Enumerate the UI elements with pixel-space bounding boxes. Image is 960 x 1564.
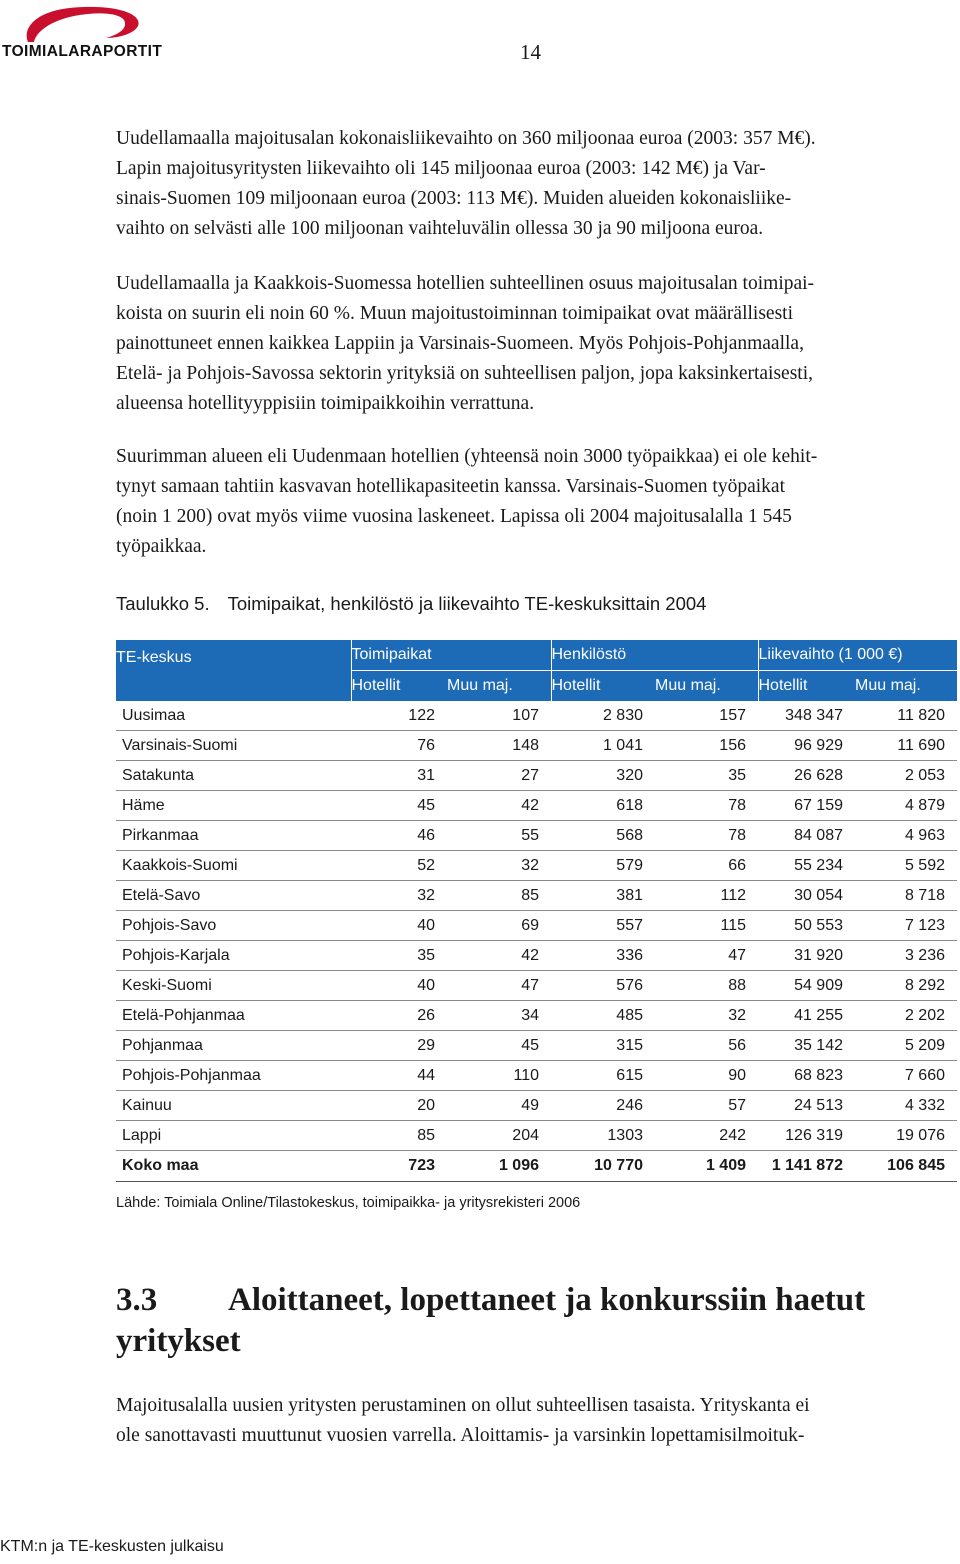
table-cell: 107 bbox=[447, 701, 551, 731]
table-caption-label: Taulukko 5. bbox=[116, 593, 210, 614]
table-cell: 55 234 bbox=[758, 851, 855, 881]
table-cell: 31 920 bbox=[758, 941, 855, 971]
table-cell: 568 bbox=[551, 821, 655, 851]
table-cell: 29 bbox=[351, 1031, 447, 1061]
table-cell: 2 053 bbox=[855, 761, 957, 791]
table-row bbox=[116, 1121, 957, 1151]
text-line: painottuneet ennen kaikkea Lappiin ja Varsinais-Suomeen. Myös Pohjois-Pohjanmaalla, bbox=[116, 333, 804, 354]
table-cell: 20 bbox=[351, 1091, 447, 1121]
table-cell: 55 bbox=[447, 821, 551, 851]
table-cell: 30 054 bbox=[758, 881, 855, 911]
table-cell: 85 bbox=[351, 1121, 447, 1151]
table-cell: 7 660 bbox=[855, 1061, 957, 1091]
table-cell: 45 bbox=[447, 1031, 551, 1061]
text-line: sinais-Suomen 109 miljoonaan euroa (2003: 113 M€). Muiden alueiden kokonaisliike- bbox=[116, 188, 792, 209]
text-line: koista on suurin eli noin 60 %. Muun majoitustoiminnan toimipaikat ovat määrällisesti bbox=[116, 303, 793, 324]
group-header-toimipaikat: Toimipaikat bbox=[351, 640, 551, 671]
table-cell: 47 bbox=[655, 941, 758, 971]
region-name: Pohjois-Karjala bbox=[116, 941, 351, 971]
swoosh-logo-icon bbox=[14, 4, 164, 44]
table-caption-title: Toimipaikat, henkilöstö ja liikevaihto TE-keskuksittain 2004 bbox=[227, 593, 707, 614]
te-keskus-table bbox=[116, 640, 957, 1182]
table-cell: 1 141 872 bbox=[758, 1151, 855, 1182]
table-cell: 27 bbox=[447, 761, 551, 791]
text-line: alueensa hotellityyppisiin toimipaikkoihin verrattuna. bbox=[116, 393, 535, 414]
table-row bbox=[116, 1091, 957, 1121]
table-cell: 1 096 bbox=[447, 1151, 551, 1182]
section-title-line2: yritykset bbox=[116, 1323, 241, 1359]
subheader-hotellit: Hotellit bbox=[351, 671, 447, 702]
table-cell: 69 bbox=[447, 911, 551, 941]
table-cell: 31 bbox=[351, 761, 447, 791]
subheader-muu-maj: Muu maj. bbox=[855, 677, 921, 694]
region-name: Etelä-Pohjanmaa bbox=[116, 1001, 351, 1031]
table-row bbox=[116, 821, 957, 851]
section-heading bbox=[116, 1280, 865, 1362]
table-cell: 41 255 bbox=[758, 1001, 855, 1031]
table-cell: 10 770 bbox=[551, 1151, 655, 1182]
table-cell: 35 bbox=[351, 941, 447, 971]
table-cell: 8 718 bbox=[855, 881, 957, 911]
table-cell: 35 bbox=[655, 761, 758, 791]
section-number: 3.3 bbox=[116, 1282, 158, 1318]
text-line: työpaikkaa. bbox=[116, 536, 207, 557]
table-cell: 57 bbox=[655, 1091, 758, 1121]
table-cell: 50 553 bbox=[758, 911, 855, 941]
table-cell: 579 bbox=[551, 851, 655, 881]
table-row bbox=[116, 791, 957, 821]
table-cell: 78 bbox=[655, 791, 758, 821]
table-cell: 246 bbox=[551, 1091, 655, 1121]
table-header-row bbox=[116, 640, 957, 671]
table-cell: 5 209 bbox=[855, 1031, 957, 1061]
table-cell: 5 592 bbox=[855, 851, 957, 881]
table-cell: 46 bbox=[351, 821, 447, 851]
table-cell: 47 bbox=[447, 971, 551, 1001]
table-cell: 78 bbox=[655, 821, 758, 851]
table-row bbox=[116, 761, 957, 791]
table-cell: 56 bbox=[655, 1031, 758, 1061]
table-cell: 19 076 bbox=[855, 1121, 957, 1151]
table-cell: 106 845 bbox=[855, 1151, 957, 1182]
table-cell: 1303 bbox=[551, 1121, 655, 1151]
table-cell: 76 bbox=[351, 731, 447, 761]
text-line: Uudellamaalla majoitusalan kokonaisliikevaihto on 360 miljoonaa euroa (2003: 357 M€). bbox=[116, 128, 816, 149]
table-cell: 26 bbox=[351, 1001, 447, 1031]
table-cell: 11 820 bbox=[855, 701, 957, 731]
table-cell: 40 bbox=[351, 971, 447, 1001]
text-line: Lapin majoitusyritysten liikevaihto oli 145 miljoonaa euroa (2003: 142 M€) ja Var- bbox=[116, 158, 766, 179]
paragraph-startups bbox=[116, 1391, 952, 1451]
table-row bbox=[116, 1031, 957, 1061]
paragraph-revenue bbox=[116, 124, 952, 244]
text-line: Suurimman alueen eli Uudenmaan hotellien (yhteensä noin 3000 työpaikkaa) ei ole kehit- bbox=[116, 446, 818, 467]
table-cell: 96 929 bbox=[758, 731, 855, 761]
table-cell: 35 142 bbox=[758, 1031, 855, 1061]
table-cell: 52 bbox=[351, 851, 447, 881]
paragraph-employment bbox=[116, 442, 952, 562]
table-cell: 11 690 bbox=[855, 731, 957, 761]
table-cell: 156 bbox=[655, 731, 758, 761]
text-line: tynyt samaan tahtiin kasvavan hotellikapasiteetin kanssa. Varsinais-Suomen työpaikat bbox=[116, 476, 785, 497]
table-cell: 320 bbox=[551, 761, 655, 791]
region-name: Pohjanmaa bbox=[116, 1031, 351, 1061]
table-source: Lähde: Toimiala Online/Tilastokeskus, toimipaikka- ja yritysrekisteri 2006 bbox=[116, 1195, 581, 1211]
region-name: Kainuu bbox=[116, 1091, 351, 1121]
table-cell: 110 bbox=[447, 1061, 551, 1091]
text-line: Etelä- ja Pohjois-Savossa sektorin yrityksiä on suhteellisen paljon, jopa kaksinkertaisesti, bbox=[116, 363, 814, 384]
text-line: (noin 1 200) ovat myös viime vuosina laskeneet. Lapissa oli 2004 majoitusalalla 1 545 bbox=[116, 506, 792, 527]
logo-text: TOIMIALARAPORTIT bbox=[2, 43, 163, 60]
column-header-te-keskus: TE-keskus bbox=[116, 649, 192, 666]
table-cell: 157 bbox=[655, 701, 758, 731]
table-row bbox=[116, 911, 957, 941]
region-name: Kaakkois-Suomi bbox=[116, 851, 351, 881]
table-cell: 576 bbox=[551, 971, 655, 1001]
table-caption bbox=[116, 593, 706, 615]
section-title-line1: Aloittaneet, lopettaneet ja konkurssiin haetut bbox=[228, 1282, 866, 1318]
table-cell: 485 bbox=[551, 1001, 655, 1031]
table-cell: 7 123 bbox=[855, 911, 957, 941]
table-cell: 34 bbox=[447, 1001, 551, 1031]
table-row bbox=[116, 1061, 957, 1091]
table-cell: 3 236 bbox=[855, 941, 957, 971]
footer-publisher: KTM:n ja TE-keskusten julkaisu bbox=[0, 1538, 224, 1555]
table-row bbox=[116, 701, 957, 731]
table-cell: 1 409 bbox=[655, 1151, 758, 1182]
toimialaraportit-logo bbox=[0, 0, 180, 70]
table-cell: 723 bbox=[351, 1151, 447, 1182]
region-name: Varsinais-Suomi bbox=[116, 731, 351, 761]
group-header-henkilosto: Henkilöstö bbox=[551, 640, 758, 671]
table-cell: 32 bbox=[351, 881, 447, 911]
table-cell: 112 bbox=[655, 881, 758, 911]
region-name: Uusimaa bbox=[116, 701, 351, 731]
table-cell: 26 628 bbox=[758, 761, 855, 791]
table-cell: 84 087 bbox=[758, 821, 855, 851]
text-line: Uudellamaalla ja Kaakkois-Suomessa hotellien suhteellinen osuus majoitusalan toimipai- bbox=[116, 273, 815, 294]
region-name: Häme bbox=[116, 791, 351, 821]
subheader-hotellit: Hotellit bbox=[758, 671, 855, 702]
table-row bbox=[116, 851, 957, 881]
table-cell: 126 319 bbox=[758, 1121, 855, 1151]
table-cell: 204 bbox=[447, 1121, 551, 1151]
table-row bbox=[116, 881, 957, 911]
table-cell: 1 041 bbox=[551, 731, 655, 761]
group-header-liikevaihto: Liikevaihto (1 000 €) bbox=[758, 640, 957, 671]
table-cell: 315 bbox=[551, 1031, 655, 1061]
table-cell: 45 bbox=[351, 791, 447, 821]
table-row bbox=[116, 941, 957, 971]
table-cell: 348 347 bbox=[758, 701, 855, 731]
table-cell: 85 bbox=[447, 881, 551, 911]
table-cell: 42 bbox=[447, 791, 551, 821]
table-cell: 4 332 bbox=[855, 1091, 957, 1121]
table-cell: 32 bbox=[655, 1001, 758, 1031]
table-body bbox=[116, 701, 957, 1151]
table-cell: 67 159 bbox=[758, 791, 855, 821]
table-cell: 148 bbox=[447, 731, 551, 761]
table-cell: 49 bbox=[447, 1091, 551, 1121]
table-cell: 68 823 bbox=[758, 1061, 855, 1091]
subheader-hotellit: Hotellit bbox=[551, 671, 655, 702]
table-cell: 32 bbox=[447, 851, 551, 881]
region-name: Etelä-Savo bbox=[116, 881, 351, 911]
table-cell: 8 292 bbox=[855, 971, 957, 1001]
paragraph-hotel-share bbox=[116, 269, 952, 419]
text-line: Majoitusalalla uusien yritysten perustaminen on ollut suhteellisen tasaista. Yrityskanta ei bbox=[116, 1395, 810, 1416]
table-cell: 615 bbox=[551, 1061, 655, 1091]
table-cell: 122 bbox=[351, 701, 447, 731]
table-cell: 88 bbox=[655, 971, 758, 1001]
subheader-muu-maj: Muu maj. bbox=[447, 677, 513, 694]
text-line: vaihto on selvästi alle 100 miljoonan vaihteluvälin ollessa 30 ja 90 miljoona euroa. bbox=[116, 218, 764, 239]
page-number: 14 bbox=[520, 40, 541, 64]
table-cell: 2 830 bbox=[551, 701, 655, 731]
table-cell: 618 bbox=[551, 791, 655, 821]
table-cell: 2 202 bbox=[855, 1001, 957, 1031]
table-cell: 4 963 bbox=[855, 821, 957, 851]
table-cell: 336 bbox=[551, 941, 655, 971]
table-total-row bbox=[116, 1151, 957, 1182]
region-name: Pohjois-Savo bbox=[116, 911, 351, 941]
table-cell: 381 bbox=[551, 881, 655, 911]
region-name: Pohjois-Pohjanmaa bbox=[116, 1061, 351, 1091]
table-cell: 242 bbox=[655, 1121, 758, 1151]
table-cell: 90 bbox=[655, 1061, 758, 1091]
table-cell: 557 bbox=[551, 911, 655, 941]
table-cell: 42 bbox=[447, 941, 551, 971]
region-name: Lappi bbox=[116, 1121, 351, 1151]
table-cell: 54 909 bbox=[758, 971, 855, 1001]
table-row bbox=[116, 971, 957, 1001]
table-row bbox=[116, 731, 957, 761]
table-cell: 4 879 bbox=[855, 791, 957, 821]
total-label: Koko maa bbox=[116, 1151, 351, 1182]
table-row bbox=[116, 1001, 957, 1031]
region-name: Satakunta bbox=[116, 761, 351, 791]
table-cell: 24 513 bbox=[758, 1091, 855, 1121]
region-name: Keski-Suomi bbox=[116, 971, 351, 1001]
subheader-muu-maj: Muu maj. bbox=[655, 677, 721, 694]
region-name: Pirkanmaa bbox=[116, 821, 351, 851]
table-cell: 66 bbox=[655, 851, 758, 881]
table-cell: 115 bbox=[655, 911, 758, 941]
table-cell: 40 bbox=[351, 911, 447, 941]
table-cell: 44 bbox=[351, 1061, 447, 1091]
text-line: ole sanottavasti muuttunut vuosien varrella. Aloittamis- ja varsinkin lopettamisilmoituk- bbox=[116, 1425, 805, 1446]
